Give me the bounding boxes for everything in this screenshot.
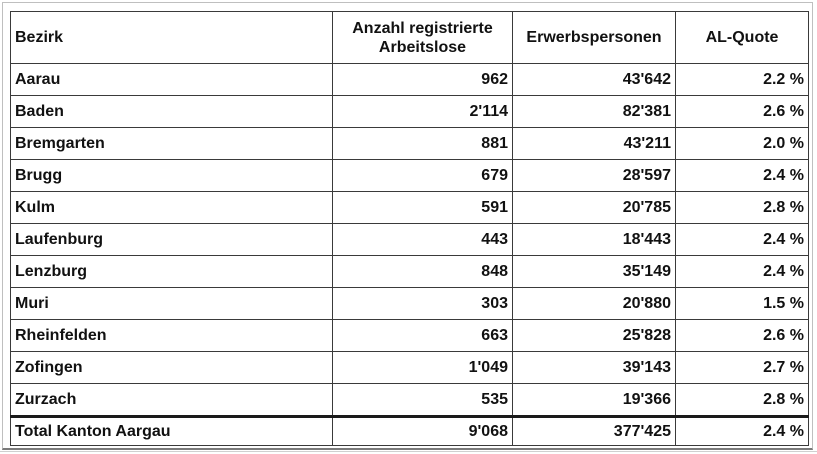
cell-unemployed: 443 [333, 224, 513, 256]
cell-labor-force: 28'597 [513, 160, 676, 192]
cell-rate: 2.6 % [676, 96, 809, 128]
cell-district: Laufenburg [11, 224, 333, 256]
table-row [11, 352, 809, 384]
table-row [11, 288, 809, 320]
cell-unemployed: 591 [333, 192, 513, 224]
cell-unemployed: 303 [333, 288, 513, 320]
cell-labor-force: 43'211 [513, 128, 676, 160]
total-rate: 2.4 % [676, 417, 809, 446]
cell-rate: 2.2 % [676, 64, 809, 96]
cell-rate: 2.4 % [676, 224, 809, 256]
cell-district: Lenzburg [11, 256, 333, 288]
table-row [11, 224, 809, 256]
cell-district: Aarau [11, 64, 333, 96]
cell-labor-force: 18'443 [513, 224, 676, 256]
cell-district: Zofingen [11, 352, 333, 384]
cell-unemployed: 663 [333, 320, 513, 352]
table-row [11, 320, 809, 352]
table-header-row [11, 12, 809, 64]
cell-district: Muri [11, 288, 333, 320]
table-row [11, 192, 809, 224]
header-unemployed: Anzahl registrierte Arbeitslose [333, 12, 513, 64]
cell-district: Bremgarten [11, 128, 333, 160]
table-row [11, 160, 809, 192]
table-row [11, 64, 809, 96]
cell-district: Baden [11, 96, 333, 128]
cell-rate: 2.7 % [676, 352, 809, 384]
cell-district: Kulm [11, 192, 333, 224]
cell-labor-force: 82'381 [513, 96, 676, 128]
cell-labor-force: 20'785 [513, 192, 676, 224]
cell-rate: 2.4 % [676, 256, 809, 288]
total-labor-force: 377'425 [513, 417, 676, 446]
cell-rate: 2.6 % [676, 320, 809, 352]
total-unemployed: 9'068 [333, 417, 513, 446]
cell-rate: 2.8 % [676, 384, 809, 417]
cell-unemployed: 881 [333, 128, 513, 160]
cell-labor-force: 20'880 [513, 288, 676, 320]
total-row [11, 417, 809, 446]
bottom-rule [0, 451, 817, 452]
cell-district: Rheinfelden [11, 320, 333, 352]
cell-rate: 2.0 % [676, 128, 809, 160]
cell-unemployed: 535 [333, 384, 513, 417]
cell-rate: 2.8 % [676, 192, 809, 224]
table-row [11, 128, 809, 160]
cell-labor-force: 39'143 [513, 352, 676, 384]
cell-labor-force: 43'642 [513, 64, 676, 96]
cell-unemployed: 848 [333, 256, 513, 288]
unemployment-table [10, 11, 809, 446]
header-rate: AL-Quote [676, 12, 809, 64]
cell-district: Brugg [11, 160, 333, 192]
table-row [11, 384, 809, 417]
cell-district: Zurzach [11, 384, 333, 417]
cell-labor-force: 19'366 [513, 384, 676, 417]
cell-labor-force: 25'828 [513, 320, 676, 352]
total-district: Total Kanton Aargau [11, 417, 333, 446]
cell-rate: 1.5 % [676, 288, 809, 320]
table-row [11, 96, 809, 128]
cell-rate: 2.4 % [676, 160, 809, 192]
cell-labor-force: 35'149 [513, 256, 676, 288]
header-labor-force: Erwerbspersonen [513, 12, 676, 64]
cell-unemployed: 1'049 [333, 352, 513, 384]
header-district: Bezirk [11, 12, 333, 64]
cell-unemployed: 2'114 [333, 96, 513, 128]
cell-unemployed: 679 [333, 160, 513, 192]
table-row [11, 256, 809, 288]
cell-unemployed: 962 [333, 64, 513, 96]
